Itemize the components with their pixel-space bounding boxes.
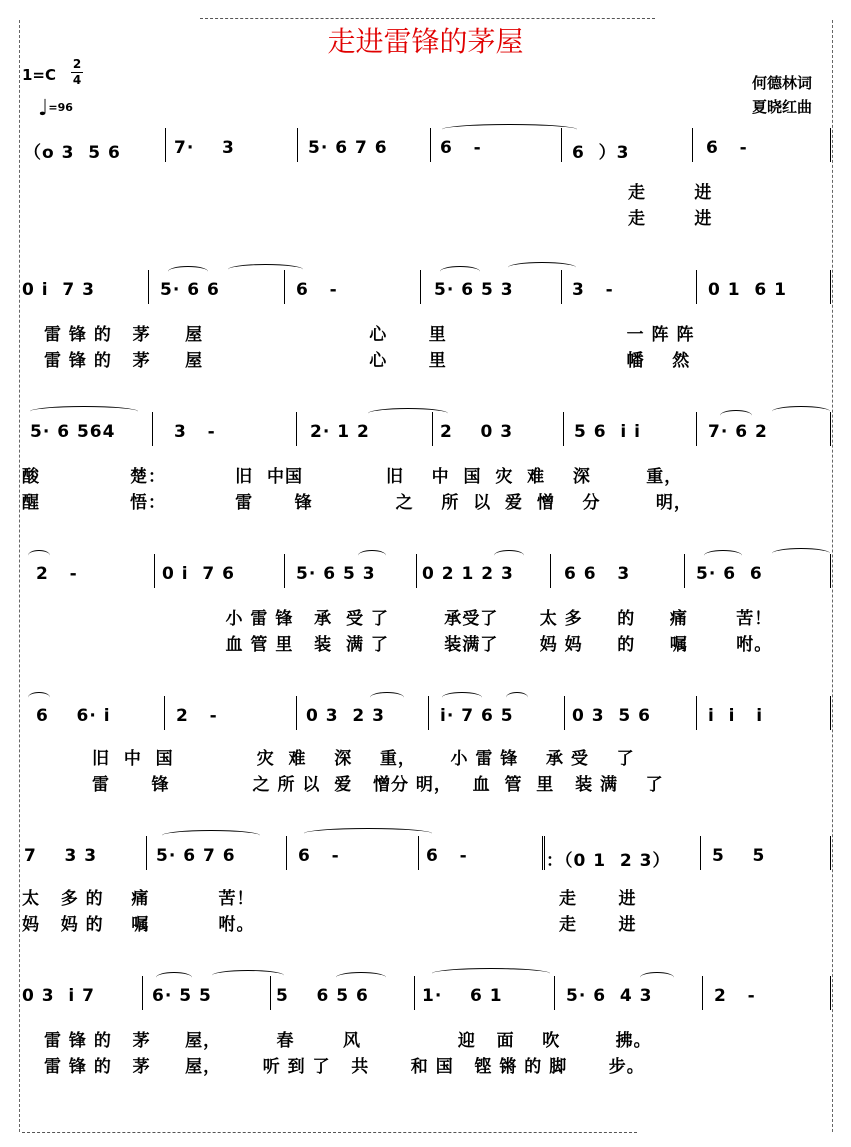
lyric-verse-2: 走 进 [628, 209, 713, 229]
slur [442, 692, 482, 703]
barline [554, 976, 555, 1010]
barline [284, 270, 285, 304]
barline [152, 412, 153, 446]
barline [564, 696, 565, 730]
measure: 5 5 [712, 846, 766, 866]
measure: 6 - [296, 280, 338, 300]
lyric-verse-1: 酸 楚： 旧 中国 旧 中 国 灾 难 深 重， [22, 467, 683, 487]
measure: 5· 6 7 6 [156, 846, 236, 866]
barline [542, 836, 545, 870]
measure: 6 - [298, 846, 340, 866]
tie [772, 548, 830, 559]
measure: 2 - [36, 564, 78, 584]
barline [561, 270, 562, 304]
measure: 6 6 3 [564, 564, 631, 584]
barline [148, 270, 149, 304]
key-signature: 1=C [22, 66, 57, 84]
barline [420, 270, 421, 304]
measure: 3 - [572, 280, 614, 300]
measure: 6 - [440, 138, 482, 158]
tie [304, 828, 432, 839]
right-dashed-border [832, 20, 833, 1132]
measure: 5· 6 5 3 [434, 280, 514, 300]
barline [284, 554, 285, 588]
barline [830, 128, 831, 162]
measure: 5 6 i i [574, 422, 641, 442]
barline [154, 554, 155, 588]
barline [428, 696, 429, 730]
lyric-verse-2: 血 管 里 装 满 了 装满了 妈 妈 的 嘱 咐。 [184, 635, 773, 655]
slur [506, 692, 528, 703]
lyric-verse-1: 小 雷 锋 承 受 了 承受了 太 多 的 痛 苦！ [184, 609, 773, 629]
measure: 0 3 2 3 [306, 706, 385, 726]
measure: 2 - [176, 706, 218, 726]
composer-credit: 夏晓红曲 [752, 98, 813, 116]
lyric-verse-1: 雷 锋 的 茅 屋， 春 风 迎 面 吹 拂。 [44, 1031, 652, 1051]
measure: 1· 6 1 [422, 986, 503, 1006]
measure: 5· 6 4 3 [566, 986, 653, 1006]
measure: 3 - [174, 422, 216, 442]
song-title: 走进雷锋的茅屋 [327, 25, 524, 58]
slur [358, 550, 386, 561]
slur [168, 266, 208, 277]
music-row-3 [20, 422, 832, 450]
barline [830, 836, 831, 870]
slur [370, 692, 404, 703]
barline [830, 412, 831, 446]
tie [212, 970, 284, 981]
barline [165, 128, 166, 162]
slur [508, 262, 576, 273]
time-signature [71, 58, 83, 87]
quarter-note-icon: ♩ [38, 96, 49, 121]
tie [28, 692, 50, 703]
barline [563, 412, 564, 446]
lyric-verse-2: 雷 锋 之 所 以 爱 憎分 明， 血 管 里 装 满 了 [92, 775, 664, 795]
measure: 7· 6 2 [708, 422, 768, 442]
tie [432, 968, 550, 979]
slur [440, 266, 480, 277]
slur [30, 406, 138, 417]
measure: i· 7 6 5 [440, 706, 514, 726]
barline [146, 836, 147, 870]
barline [297, 128, 298, 162]
measure: （o 3 5 6 [24, 143, 121, 163]
lyric-verse-1: 太 多 的 痛 苦！ 走 进 [22, 889, 637, 909]
lyric-verse-2: 雷 锋 的 茅 屋 心 里 幡 然 [44, 351, 691, 371]
music-row-1 [20, 138, 832, 166]
top-dashed-border [200, 18, 655, 19]
barline [418, 836, 419, 870]
lyric-verse-1: 雷 锋 的 茅 屋 心 里 一 阵 阵 [44, 325, 695, 345]
measure: 5· 6 564 [30, 422, 116, 442]
measure: 5· 6 6 [160, 280, 220, 300]
tie [368, 408, 448, 419]
slur [704, 550, 742, 561]
tempo-value: =96 [48, 101, 73, 114]
barline [702, 976, 703, 1010]
slur [640, 972, 674, 983]
barline [416, 554, 417, 588]
barline [830, 270, 831, 304]
measure: 2 0 3 [440, 422, 514, 442]
measure: 0 1 6 1 [708, 280, 787, 300]
lyric-verse-2: 妈 妈 的 嘱 咐。 走 进 [22, 915, 637, 935]
barline [684, 554, 685, 588]
lyricist-credit: 何德林词 [752, 74, 813, 92]
music-row-6 [20, 846, 832, 874]
barline [286, 836, 287, 870]
measure: 0 2 1 2 3 [422, 564, 514, 584]
barline [696, 696, 697, 730]
barline [830, 696, 831, 730]
measure: 6· 5 5 [152, 986, 212, 1006]
slur [162, 830, 260, 841]
barline [296, 412, 297, 446]
meter-bottom: 4 [72, 73, 82, 87]
barline [430, 128, 431, 162]
tie [442, 124, 577, 135]
music-row-4 [20, 564, 832, 592]
barline [700, 836, 701, 870]
barline [696, 412, 697, 446]
measure: 0 3 5 6 [572, 706, 651, 726]
measure: 5· 6 6 [696, 564, 763, 584]
tempo-marking [38, 96, 73, 121]
barline [692, 128, 693, 162]
music-row-7 [20, 986, 832, 1014]
tie [28, 550, 50, 561]
barline [270, 976, 271, 1010]
measure: 2 - [714, 986, 756, 1006]
lyric-verse-2: 雷 锋 的 茅 屋， 听 到 了 共 和 国 铿 锵 的 脚 步。 [44, 1057, 645, 1077]
measure: 6 - [706, 138, 748, 158]
lyric-verse-2: 醒 悟： 雷 锋 之 所 以 爱 憎 分 明， [22, 493, 692, 513]
slur [720, 410, 752, 421]
measure: 5· 6 5 3 [296, 564, 376, 584]
lyric-verse-1: 走 进 [628, 183, 713, 203]
meter-top: 2 [72, 57, 82, 71]
measure: 0 i 7 6 [162, 564, 235, 584]
measure: 0 i 7 3 [22, 280, 95, 300]
tie [228, 264, 303, 275]
lyric-verse-1: 旧 中 国 灾 难 深 重， 小 雷 锋 承 受 了 [92, 749, 635, 769]
barline [296, 696, 297, 730]
music-row-5 [20, 706, 832, 734]
slur [156, 972, 192, 983]
measure: 7 3 3 [24, 846, 98, 866]
barline [830, 976, 831, 1010]
measure: 6 ）3 [572, 143, 630, 163]
bottom-dashed-border [22, 1132, 637, 1133]
barline [414, 976, 415, 1010]
measure: ：（0 1 2 3） [546, 851, 671, 871]
barline [830, 554, 831, 588]
measure: 5· 6 7 6 [308, 138, 388, 158]
tie [772, 406, 830, 417]
barline [696, 270, 697, 304]
measure: 6 6· i [36, 706, 111, 726]
measure: i i i [708, 706, 764, 726]
barline [550, 554, 551, 588]
barline [164, 696, 165, 730]
measure: 0 3 i 7 [22, 986, 95, 1006]
slur [336, 972, 386, 983]
measure: 2· 1 2 [310, 422, 370, 442]
music-row-2 [20, 280, 832, 308]
measure: 7· 3 [174, 138, 235, 158]
barline [142, 976, 143, 1010]
measure: 6 - [426, 846, 468, 866]
slur [494, 550, 524, 561]
measure: 5 6 5 6 [276, 986, 369, 1006]
